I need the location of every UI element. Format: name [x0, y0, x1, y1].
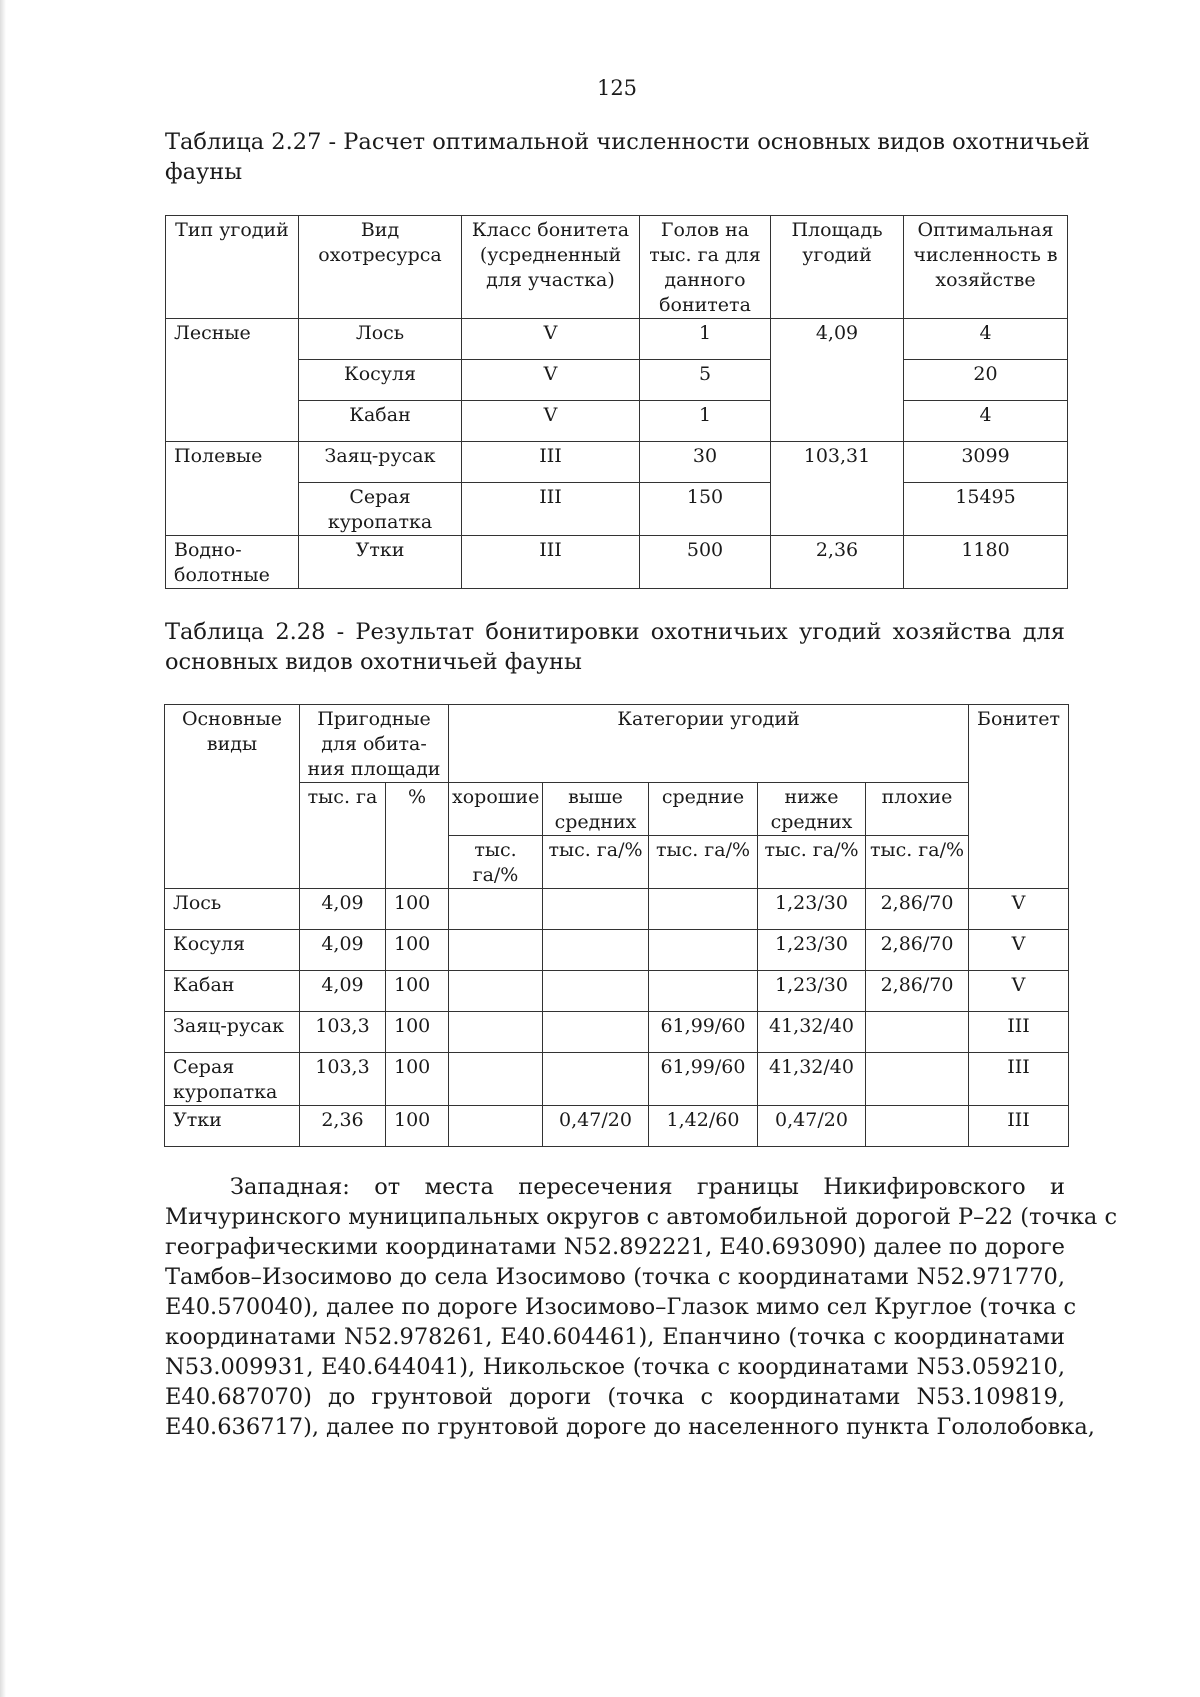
table-cell: 100 — [386, 1106, 449, 1147]
table-row — [166, 401, 1068, 442]
paragraph-line: Мичуринского муниципальных округов с автомобильной дорогой Р–22 (точка с — [165, 1204, 1118, 1230]
table-cell: 1,42/60 — [649, 1106, 758, 1147]
table-header-row — [166, 216, 1068, 319]
header-cell: тыс. га — [300, 783, 386, 889]
paragraph-line: Западная: от места пересечения границы Никифировского и — [230, 1174, 1065, 1200]
table-cell — [543, 1053, 649, 1106]
header-cell: Категории угодий — [449, 705, 969, 783]
header-cell: Площадь угодий — [771, 216, 904, 319]
table-cell — [649, 889, 758, 930]
table-cell: Заяц-русак — [165, 1012, 300, 1053]
paragraph-line: E40.570040), далее по дороге Изосимово–Глазок мимо сел Круглое (точка с — [165, 1294, 1077, 1320]
table-cell: 3099 — [904, 442, 1068, 483]
header-cell: ниже средних — [758, 783, 866, 836]
table-cell: 2,36 — [771, 536, 904, 589]
table-cell: Полевые — [166, 442, 299, 536]
table-optimal-population — [165, 215, 1068, 589]
paragraph-line: координатами N52.978261, E40.604461), Епанчино (точка с координатами — [165, 1324, 1065, 1350]
paragraph-line: географическими координатами N52.892221, E40.693090) далее по дороге — [165, 1234, 1065, 1260]
header-cell: тыс. га/% — [449, 836, 543, 889]
table-cell — [543, 971, 649, 1012]
header-cell: Основные виды — [165, 705, 300, 889]
table-cell: 20 — [904, 360, 1068, 401]
table-row — [165, 1053, 1069, 1106]
table-cell: Утки — [299, 536, 462, 589]
table-cell: 41,32/40 — [758, 1053, 866, 1106]
table-cell: 1,23/30 — [758, 930, 866, 971]
table-row — [165, 889, 1069, 930]
table-row — [166, 483, 1068, 536]
table-cell: Серая куропатка — [299, 483, 462, 536]
table-cell — [449, 1012, 543, 1053]
table-row — [166, 536, 1068, 589]
table-cell: 100 — [386, 930, 449, 971]
table-cell: 1,23/30 — [758, 889, 866, 930]
table-row — [166, 442, 1068, 483]
table-cell: III — [462, 536, 640, 589]
table-cell: 1,23/30 — [758, 971, 866, 1012]
table-cell: 4,09 — [300, 971, 386, 1012]
table-header-row — [165, 783, 1069, 836]
table-cell: V — [969, 930, 1069, 971]
table-cell: V — [462, 319, 640, 360]
table-cell: III — [462, 442, 640, 483]
header-cell: плохие — [866, 783, 969, 836]
header-cell: Тип угодий — [166, 216, 299, 319]
caption-line: фауны — [165, 159, 243, 185]
table-cell — [866, 1053, 969, 1106]
table-cell: 5 — [640, 360, 771, 401]
table-cell: 61,99/60 — [649, 1053, 758, 1106]
table-cell: 103,3 — [300, 1053, 386, 1106]
table-cell: Утки — [165, 1106, 300, 1147]
table-cell: 2,86/70 — [866, 889, 969, 930]
table-cell: 1 — [640, 319, 771, 360]
table-cell: 500 — [640, 536, 771, 589]
table-cell: 103,31 — [771, 442, 904, 536]
table-cell: V — [969, 889, 1069, 930]
table-bonitet-results — [164, 704, 1069, 1147]
table-cell: V — [462, 401, 640, 442]
paragraph-line: Тамбов–Изосимово до села Изосимово (точка с координатами N52.971770, — [165, 1264, 1065, 1290]
header-cell: Вид охотресурса — [299, 216, 462, 319]
table-cell: 41,32/40 — [758, 1012, 866, 1053]
table1-caption — [165, 127, 1090, 187]
table-cell — [449, 971, 543, 1012]
table-cell: 1 — [640, 401, 771, 442]
table-cell: 4 — [904, 401, 1068, 442]
header-cell: средние — [649, 783, 758, 836]
table-cell: Лось — [299, 319, 462, 360]
table-cell: 4 — [904, 319, 1068, 360]
header-cell: выше средних — [543, 783, 649, 836]
table-cell — [449, 889, 543, 930]
table-cell: Кабан — [299, 401, 462, 442]
table-cell — [649, 971, 758, 1012]
header-cell: хорошие — [449, 783, 543, 836]
page-number: 125 — [596, 76, 638, 100]
table-cell: Косуля — [165, 930, 300, 971]
table-cell: 100 — [386, 1053, 449, 1106]
table-cell: 150 — [640, 483, 771, 536]
table-cell — [543, 930, 649, 971]
table-row — [166, 319, 1068, 360]
table-cell: 4,09 — [771, 319, 904, 442]
table-cell — [866, 1106, 969, 1147]
table-cell: Лесные — [166, 319, 299, 442]
header-cell: Класс бонитета (усредненный для участка) — [462, 216, 640, 319]
table-row — [165, 1106, 1069, 1147]
table-cell: 100 — [386, 971, 449, 1012]
table-cell: III — [462, 483, 640, 536]
header-cell: % — [386, 783, 449, 889]
table-cell: 30 — [640, 442, 771, 483]
table-cell: 100 — [386, 1012, 449, 1053]
table-cell — [649, 930, 758, 971]
table-cell: V — [969, 971, 1069, 1012]
table-row — [166, 360, 1068, 401]
table-cell: 4,09 — [300, 889, 386, 930]
table-cell: Заяц-русак — [299, 442, 462, 483]
table-cell: 1180 — [904, 536, 1068, 589]
header-cell: Оптимальная численность в хозяйстве — [904, 216, 1068, 319]
table-row — [165, 971, 1069, 1012]
table2-caption — [165, 617, 1065, 677]
table-row — [165, 1012, 1069, 1053]
table-cell: Кабан — [165, 971, 300, 1012]
paragraph-line: N53.009931, E40.644041), Никольское (точка с координатами N53.059210, — [165, 1354, 1065, 1380]
table-cell: 2,86/70 — [866, 930, 969, 971]
table-cell — [866, 1012, 969, 1053]
header-cell: Голов на тыс. га для данного бонитета — [640, 216, 771, 319]
scan-edge — [0, 0, 6, 1697]
table-cell: 4,09 — [300, 930, 386, 971]
table-cell: III — [969, 1106, 1069, 1147]
table-cell: 15495 — [904, 483, 1068, 536]
header-cell: тыс. га/% — [758, 836, 866, 889]
header-cell: тыс. га/% — [543, 836, 649, 889]
table-cell: 0,47/20 — [758, 1106, 866, 1147]
table-cell: 61,99/60 — [649, 1012, 758, 1053]
table-cell: 0,47/20 — [543, 1106, 649, 1147]
table-cell: III — [969, 1012, 1069, 1053]
table-cell — [449, 930, 543, 971]
table-cell — [543, 1012, 649, 1053]
table-cell: 2,36 — [300, 1106, 386, 1147]
table-cell: 100 — [386, 889, 449, 930]
table-cell: Косуля — [299, 360, 462, 401]
table-cell — [543, 889, 649, 930]
body-paragraph — [165, 1172, 1118, 1442]
table-cell — [449, 1053, 543, 1106]
header-cell: тыс. га/% — [649, 836, 758, 889]
header-cell: тыс. га/% — [866, 836, 969, 889]
table-cell: Водно-болотные — [166, 536, 299, 589]
caption-line: Таблица 2.28 - Результат бонитировки охотничьих угодий хозяйства для — [165, 619, 1065, 645]
table-cell: Лось — [165, 889, 300, 930]
paragraph-line: E40.636717), далее по грунтовой дороге до населенного пункта Гололобовка, — [165, 1414, 1095, 1440]
paragraph-line: E40.687070) до грунтовой дороги (точка с координатами N53.109819, — [165, 1384, 1065, 1410]
table-cell: Серая куропатка — [165, 1053, 300, 1106]
table-cell: V — [462, 360, 640, 401]
header-cell: Пригодные для обита-ния площади — [300, 705, 449, 783]
table-cell: 2,86/70 — [866, 971, 969, 1012]
header-cell: Бонитет — [969, 705, 1069, 889]
table-cell: III — [969, 1053, 1069, 1106]
table-row — [165, 930, 1069, 971]
caption-line: основных видов охотничьей фауны — [165, 649, 582, 675]
table-cell — [449, 1106, 543, 1147]
table-cell: 103,3 — [300, 1012, 386, 1053]
table-header-row — [165, 705, 1069, 783]
caption-line: Таблица 2.27 - Расчет оптимальной численности основных видов охотничьей — [165, 129, 1090, 155]
